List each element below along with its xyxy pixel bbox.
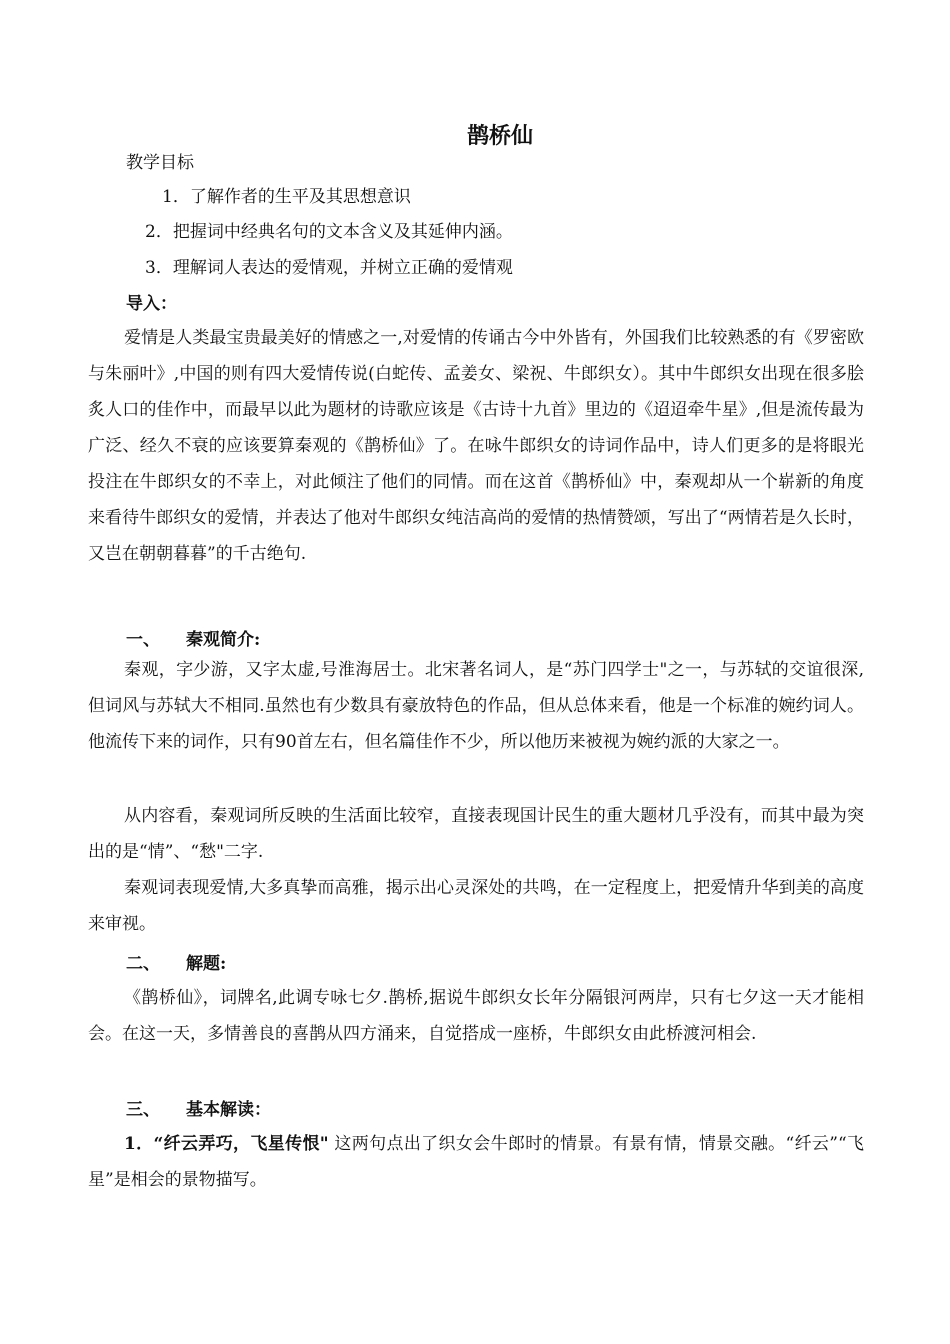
section-2-number: 二、: [126, 954, 160, 974]
section-2-title: 解题:: [186, 954, 227, 974]
section-3-item-1: [88, 1126, 864, 1198]
objective-item-3: 3．理解词人表达的爱情观，并树立正确的爱情观: [145, 258, 513, 278]
section-3-heading: [126, 1097, 271, 1123]
section-3-item-1-quote: 1．“纤云弄巧，飞星传恨": [124, 1134, 329, 1154]
section-1-paragraph-3: 秦观词表现爱情,大多真挚而高雅，揭示出心灵深处的共鸣，在一定程度上，把爱情升华到美的高度来审视。: [88, 878, 864, 934]
section-1-paragraph-2: 从内容看，秦观词所反映的生活面比较窄，直接表现国计民生的重大题材几乎没有，而其中最为突出的是“情”、“愁"二字.: [88, 806, 864, 862]
objective-item-1: 1．了解作者的生平及其思想意识: [162, 187, 411, 207]
page-title: 鹊桥仙: [466, 124, 533, 149]
section-3-number: 三、: [126, 1100, 160, 1120]
intro-paragraph: 爱情是人类最宝贵最美好的情感之一,对爱情的传诵古今中外皆有，外国我们比较熟悉的有《罗密欧与朱丽叶》,中国的则有四大爱情传说(白蛇传、孟姜女、梁祝、牛郎织女）。其中牛郎织女出现在很多脍炙人口的佳作中，而最早以此为题材的诗歌应该是《古诗十九首》里边的《迢迢牵牛星》,但是流传最为广泛、经久不衰的应该要算秦观的《鹊桥仙》了。在咏牛郎织女的诗词作品中，诗人们更多的是将眼光投注在牛郎织女的不幸上，对此倾注了他们的同情。而在这首《鹊桥仙》中，秦观却从一个崭新的角度来看待牛郎织女的爱情，并表达了他对牛郎织女纯洁高尚的爱情的热情赞颂，写出了“两情若是久长时，又岂在朝朝暮暮”的千古绝句.: [88, 328, 864, 564]
objective-item-2: 2．把握词中经典名句的文本含义及其延伸内涵。: [145, 222, 513, 242]
section-2-heading: [126, 951, 226, 977]
section-2-paragraph: 《鹊桥仙》，词牌名,此调专咏七夕.鹊桥,据说牛郎织女长年分隔银河两岸，只有七夕这一天才能相会。在这一天，多情善良的喜鹊从四方涌来，自觉搭成一座桥，牛郎织女由此桥渡河相会.: [88, 988, 864, 1044]
section-1-title: 秦观简介:: [186, 630, 261, 650]
section-1-paragraph-1: 秦观，字少游，又字太虚,号淮海居士。北宋著名词人，是“苏门四学士"之一，与苏轼的交谊很深,但词风与苏轼大不相同.虽然也有少数具有豪放特色的作品，但从总体来看，他是一个标准的婉约词人。他流传下来的词作，只有90首左右，但名篇佳作不少，所以他历来被视为婉约派的大家之一。: [88, 660, 864, 752]
section-3-title: 基本解读：: [186, 1100, 271, 1120]
section-1-number: 一、: [126, 630, 160, 650]
section-1-heading: [126, 627, 260, 653]
intro-label: 导入：: [126, 294, 177, 314]
section-3-item-1-text: 这两句点出了织女会牛郎时的情景。有景有情，情景交融。“纤云”“飞星”是相会的景物描写。: [88, 1134, 864, 1190]
objectives-label: 教学目标: [126, 153, 194, 173]
